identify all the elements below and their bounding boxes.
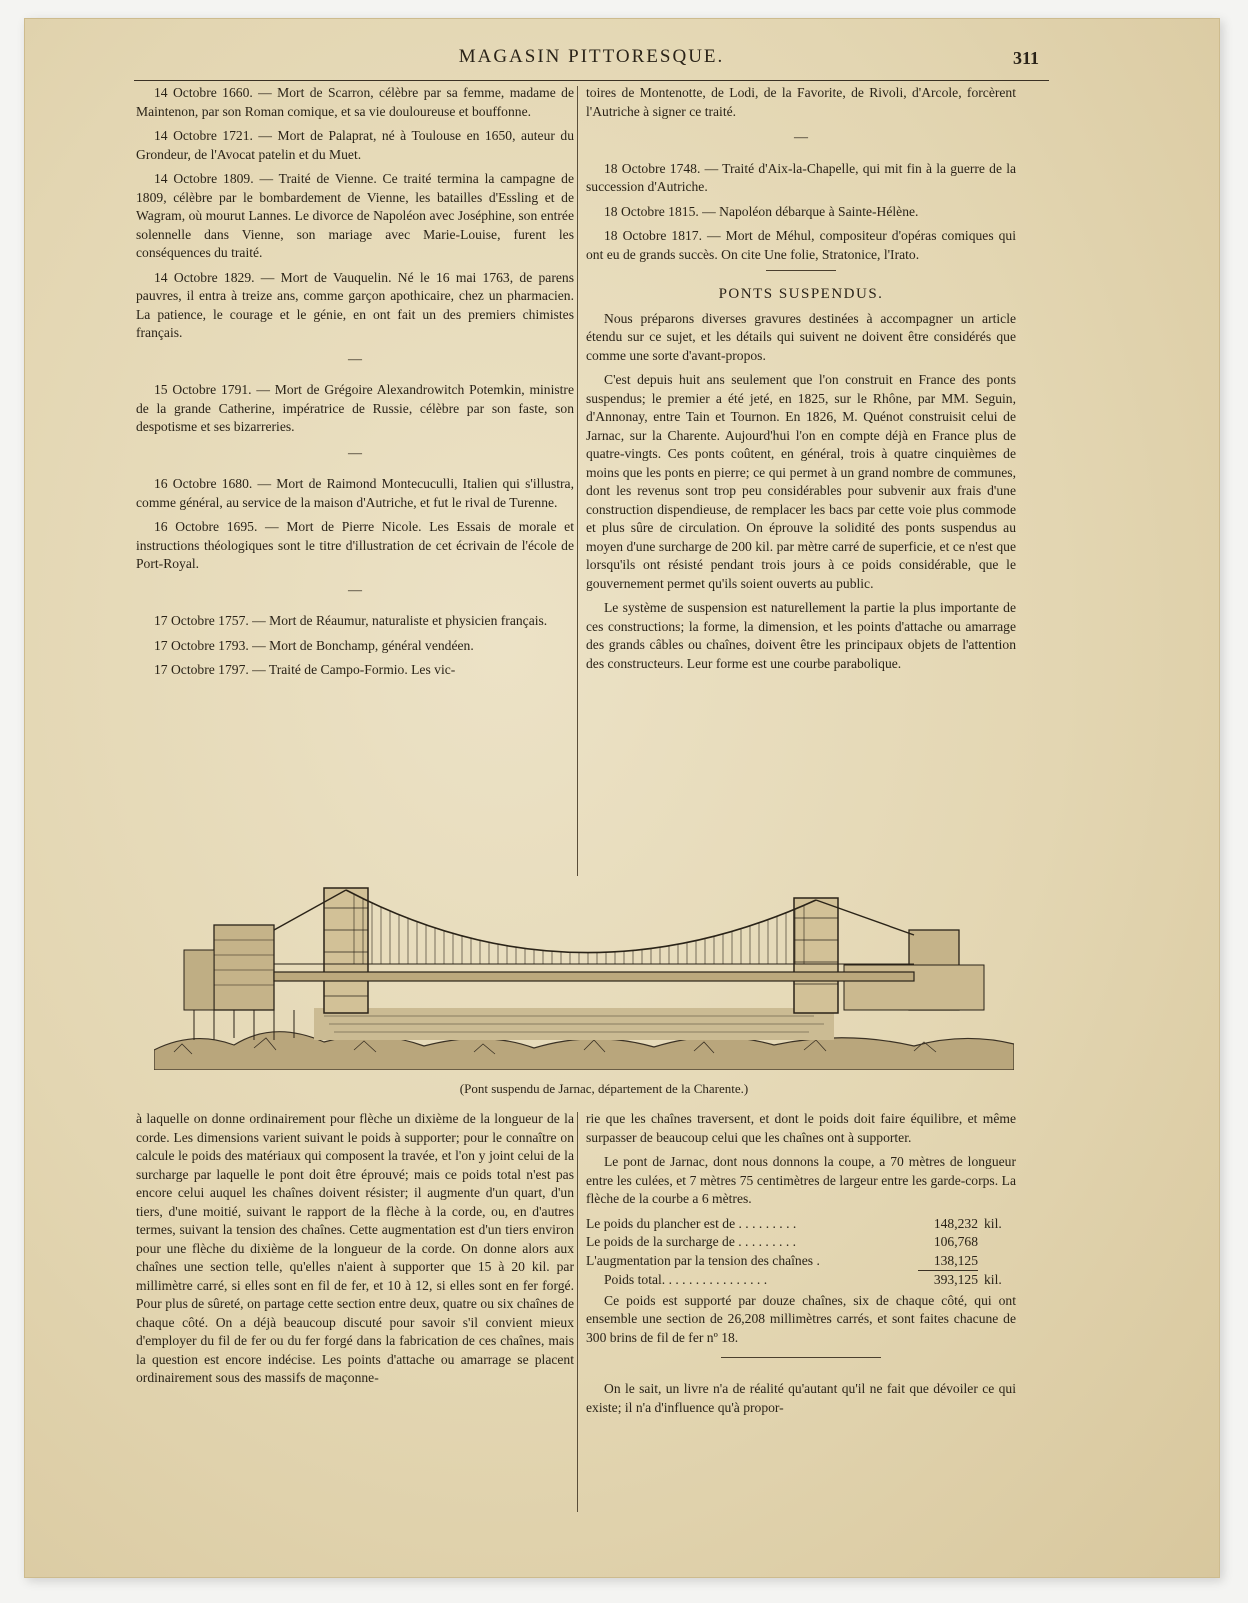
- entry-date: 16 Octobre 1680.: [154, 476, 253, 491]
- weights-table: [586, 1215, 1016, 1290]
- entry-separator: —: [348, 445, 362, 461]
- column-divider-bottom: [577, 1112, 578, 1512]
- page-header: [134, 36, 1049, 76]
- publication-title: MAGASIN PITTORESQUE.: [458, 46, 725, 67]
- entry-date: 14 Octobre 1660.: [154, 85, 253, 100]
- entry-date: 17 Octobre 1757.: [154, 613, 249, 628]
- weight-unit: kil.: [984, 1215, 1002, 1231]
- entry-text: — Traité d'Aix-la-Chapelle, qui mit fin à la guerre de la succession d'Autriche.: [586, 160, 1017, 194]
- entry-date: 18 Octobre 1815.: [604, 203, 699, 219]
- total-value: 393,125: [918, 1271, 978, 1290]
- suspension-bridge-illustration: [154, 880, 1014, 1070]
- newspaper-page: [24, 18, 1220, 1578]
- chronology-entry: [136, 127, 574, 164]
- bottom-right-column: [586, 1110, 1016, 1423]
- chronology-entry: [586, 160, 1016, 197]
- section-rule: [766, 270, 836, 271]
- chronology-entry: [586, 203, 1016, 222]
- entry-separator: —: [348, 582, 362, 598]
- entry-date: 14 Octobre 1809.: [154, 171, 254, 186]
- continued-paragraph: rie que les chaînes traversent, et dont le poids doit faire équilibre, et même surpasser de beaucoup celui que les chaînes ont à supporter.: [586, 1111, 1016, 1145]
- entry-text: — Mort de Scarron, célèbre par sa femme, madame de Maintenon, par son Roman comique, et sa vie douloureuse et bouffonne.: [136, 85, 574, 119]
- chronology-entry: [136, 84, 574, 121]
- chronology-entry: [136, 612, 574, 631]
- right-column: [586, 84, 1016, 679]
- page-number: 311: [1012, 48, 1039, 68]
- weight-label: Le poids du plancher est de . . . . . . . . .: [586, 1215, 797, 1231]
- entry-date: 17 Octobre 1797.: [154, 662, 249, 677]
- chronology-entry: [136, 381, 574, 437]
- chronology-entry: [586, 227, 1016, 264]
- entry-separator: —: [794, 130, 808, 145]
- chains-paragraph: Ce poids est supporté par douze chaînes, six de chaque côté, qui ont ensemble une section de 26,208 millimètres carrés, et sont faites chacune de 300 brins de fil de fer nº 18.: [586, 1292, 1016, 1345]
- closing-paragraph: On le sait, un livre n'a de réalité qu'autant qu'il ne fait que dévoiler ce qui existe; il n'a d'influence qu'à propor-: [586, 1381, 1016, 1415]
- weights-row: [586, 1252, 1016, 1271]
- entry-date: 18 Octobre 1748.: [604, 160, 701, 176]
- entry-text: — Mort de Méhul, compositeur d'opéras comiques qui ont eu de grands succès. On cite Une folie, Stratonice, l'Irato.: [586, 228, 1016, 262]
- section-paragraph: C'est depuis huit ans seulement que l'on construit en France des ponts suspendus; le premier a été jeté, en 1825, sur le Rhône, par MM. Seguin, d'Annonay, entre Tain et Tournon. En 1826, M. Quénot construisit celui de Jarnac, sur la Charente. Aujourd'hui l'on en compte déjà en France plus de quatre-vingts. Ces ponts coûtent, en général, trois à quatre cinquièmes de moins que les ponts en pierre; ce qui permet à un grand nombre de communes, dont les revenus sont trop peu considérables pour subvenir aux frais d'une construction dispendieuse, de remplacer les bacs par cette voie plus commode et plus sûre de circulation. On éprouve la solidité des ponts suspendus au moyen d'une surcharge de 200 kil. par mètre carré de superficie, et ce n'est que lorsqu'ils ont résisté pendant trois jours à ce poids considérable, que le gouvernement permet qu'ils soient ouverts au public.: [586, 372, 1016, 591]
- entry-separator: —: [348, 351, 362, 367]
- entry-date: 17 Octobre 1793.: [154, 637, 249, 653]
- entry-text: — Mort de Pierre Nicole. Les Essais de morale et instructions théologiques sont le titre d'illustration de cet écrivain de l'école de Port-Royal.: [136, 519, 574, 571]
- weights-total-row: [586, 1271, 1016, 1290]
- entry-text: — Mort de Réaumur, naturaliste et physicien français.: [248, 613, 548, 628]
- entry-text: toires de Montenotte, de Lodi, de la Favorite, de Rivoli, d'Arcole, forcèrent l'Autriche à signer ce traité.: [586, 85, 1016, 119]
- section-paragraph: Le système de suspension est naturellement la partie la plus importante de ces constructions; la forme, la dimension, et les points d'attache ou amarrage des grands câbles ou chaînes, doivent être les principaux objets de l'attention des constructeurs. Leur forme est une courbe parabolique.: [586, 600, 1016, 671]
- chronology-entry: [136, 475, 574, 512]
- chronology-entry: [136, 518, 574, 574]
- entry-date: 15 Octobre 1791.: [154, 382, 252, 397]
- total-unit: kil.: [984, 1271, 1002, 1287]
- figure-caption: (Pont suspendu de Jarnac, département de la Charente.): [459, 1081, 749, 1096]
- weight-value: 148,232: [933, 1215, 978, 1231]
- entry-date: 18 Octobre 1817.: [604, 228, 702, 243]
- chronology-entry: [136, 269, 574, 343]
- weights-row: [586, 1215, 1016, 1234]
- entry-text: — Traité de Campo-Formio. Les vic-: [248, 662, 456, 677]
- entry-date: 14 Octobre 1829.: [154, 269, 255, 285]
- weight-label: L'augmentation par la tension des chaînes .: [586, 1252, 820, 1268]
- weight-label: Le poids de la surcharge de . . . . . . . . .: [586, 1234, 797, 1249]
- bottom-left-column: [136, 1110, 574, 1394]
- entry-text: — Mort de Vauquelin. Né le 16 mai 1763, de parens pauvres, il entra à treize ans, comme garçon apothicaire, chez un pharmacien. La patience, le courage et le génie, en ont fait un des premiers chimistes français.: [136, 269, 574, 340]
- weight-unit: [978, 1233, 1016, 1252]
- weights-row: [586, 1233, 1016, 1252]
- entry-text: — Napoléon débarque à Sainte-Hélène.: [698, 203, 919, 219]
- weight-value: 106,768: [933, 1234, 978, 1249]
- chronology-entry: [136, 170, 574, 263]
- chronology-entry: [136, 637, 574, 656]
- jarnac-paragraph: Le pont de Jarnac, dont nous donnons la coupe, a 70 mètres de longueur entre les culées, et 7 mètres 75 centimètres de largeur entre les garde-corps. La flèche de la courbe a 6 mètres.: [586, 1154, 1016, 1206]
- bottom-left-paragraph: à laquelle on donne ordinairement pour flèche un dixième de la longueur de la corde. Les dimensions varient suivant le poids à supporter; pour le connaître on calcule le poids des matériaux qui composent la travée, et l'on y joint celui de la surcharge par laquelle le pont doit être éprouvé; mais ce poids total n'est pas encore celui auquel les chaînes doivent résister; il augmente d'un quart, d'un tiers, d'une moitié, suivant le rapport de la flèche à la corde, ou, en d'autres termes, suivant la tension des chaînes. Cette augmentation est d'un tiers environ pour une flèche du dixième de la longueur de la corde. On donne alors aux chaînes une section telle, qu'elles n'aient à supporter que 15 à 20 kil. par millimètre carré, si elles sont en fil de fer, et 10 à 12, si elles sont en fer forgé. Pour plus de sûreté, on partage cette section entre deux, quatre ou six chaînes de chaque côté. On a déjà beaucoup discuté pour savoir s'il convient mieux d'employer du fil de fer ou du fer forgé dans la fabrication de ces chaînes, mais la question est encore indécise. Les points d'attache ou amarrage se placent ordinairement sous des massifs de maçonne-: [136, 1111, 574, 1385]
- total-label: Poids total. . . . . . . . . . . . . . . .: [604, 1271, 768, 1287]
- entry-text: — Mort de Raimond Montecuculli, Italien qui s'illustra, comme général, au service de la maison d'Autriche, et fut le rival de Turenne.: [136, 476, 574, 510]
- right-column-entries: [586, 84, 1016, 264]
- section-paragraphs: [586, 310, 1016, 674]
- section-title: PONTS SUSPENDUS.: [718, 286, 884, 302]
- entry-text: — Traité de Vienne. Ce traité termina la campagne de 1809, célèbre par le bombardement de Vienne, les batailles d'Essling et de Wagram, où mourut Lannes. Le divorce de Napoléon avec Joséphine, son entrée solennelle dans Vienne, son mariage avec Marie-Louise, furent les conséquences du traité.: [136, 171, 574, 260]
- weight-unit: [978, 1252, 1016, 1271]
- chronology-entry: [136, 661, 574, 680]
- entry-text: — Mort de Palaprat, né à Toulouse en 1650, auteur du Grondeur, de l'Avocat patelin et du Muet.: [136, 128, 574, 162]
- left-column: [136, 84, 574, 686]
- chronology-entry: [586, 84, 1016, 121]
- entry-text: — Mort de Grégoire Alexandrowitch Potemkin, ministre de la grande Catherine, impératrice de Russie, célèbre par son faste, son despotisme et ses bizarreries.: [136, 382, 574, 434]
- entry-text: — Mort de Bonchamp, général vendéen.: [248, 637, 474, 653]
- entry-date: 14 Octobre 1721.: [154, 128, 253, 143]
- section-paragraph: Nous préparons diverses gravures destinées à accompagner un article étendu sur ce sujet, et les détails qui suivent ne doivent être considérés que comme une sorte d'avant-propos.: [586, 310, 1016, 363]
- weight-value: 138,125: [933, 1252, 978, 1268]
- column-divider-top: [577, 86, 578, 876]
- entry-date: 16 Octobre 1695.: [154, 519, 258, 534]
- header-rule: [134, 80, 1049, 81]
- end-rule: [721, 1357, 881, 1358]
